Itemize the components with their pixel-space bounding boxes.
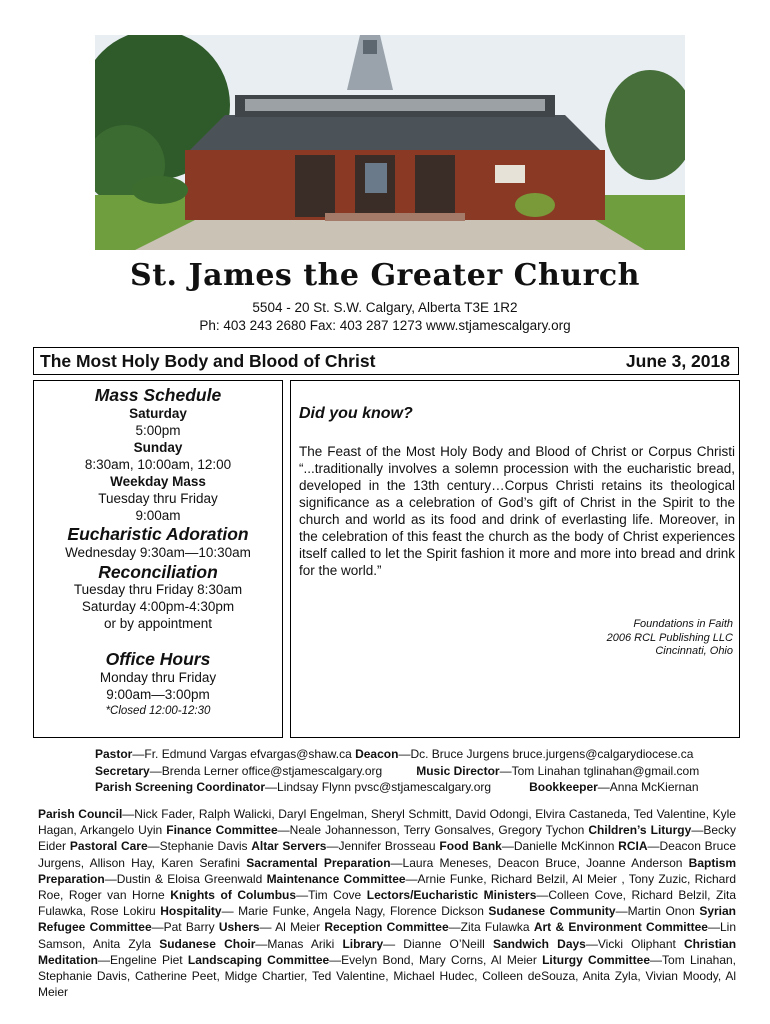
secretary-label: Secretary [95,764,150,778]
ministry-members: —Danielle McKinnon [501,839,619,854]
ministry-members: —Tim Cove [296,888,367,903]
staff-line-2 [95,764,699,778]
screening-label: Parish Screening Coordinator [95,780,266,794]
ministry-label: Liturgy Committee [542,952,651,967]
ministry-label: Sudanese Community [488,904,616,919]
saturday-time: 5:00pm [135,423,181,438]
deacon-value: —Dc. Bruce Jurgens bruce.jurgens@calgarydiocese.ca [398,747,694,761]
ministry-members: —Neale Johannesson, Terry Gonsalves, Gregory Tychon [277,823,589,838]
ministry-label: Landscaping Committee [187,952,330,967]
ministry-members: —Colleen Cove, Richard Belzil, Zita Fulawka, Rose Lokiru [38,888,737,919]
ministry-label: Children’s Liturgy [588,823,692,838]
ministry-members: —Zita Fulawka [448,920,534,935]
adoration-time: Wednesday 9:30am—10:30am [65,545,251,560]
ministry-label: RCIA [618,839,648,854]
ministry-members: —Becky Eider [38,823,736,854]
source-line-1: Foundations in Faith [633,618,733,630]
bulletin-date: June 3, 2018 [625,351,730,371]
ministry-label: Christian Meditation [38,936,737,967]
quote-source [607,618,733,659]
secretary-value: —Brenda Lerner office@stjamescalgary.org [149,764,383,778]
did-you-know-box [290,380,740,738]
weekday-time: 9:00am [135,508,181,523]
ministry-label: Art & Environment Committee [533,920,708,935]
schedule-box [33,380,283,738]
ministry-label: Ushers [218,920,260,935]
ministry-members: — Dianne O’Neill [383,936,493,951]
ministry-members: — Marie Funke, Angela Nagy, Florence Dickson [221,904,489,919]
ministry-members: —Tom Linahan, Stephanie Davis, Catherine Peet, Midge Chartier, Ted Valentine, Michael Hudec, Colleen deSouza, Anita Zyla, Vivian Moody, Al Meier [38,952,736,1000]
source-line-2: 2006 RCL Publishing LLC [606,631,733,644]
pastor-label: Pastor [95,747,133,761]
ministry-label: Finance Committee [166,823,278,838]
feast-title: The Most Holy Body and Blood of Christ [40,351,376,371]
screening-value: —Lindsay Flynn pvsc@stjamescalgary.org [265,780,492,794]
ministry-members: — Al Meier [259,920,325,935]
staff-line-1 [95,747,693,761]
weekday-days: Tuesday thru Friday [98,491,218,506]
ministry-label: Food Bank [439,839,502,854]
music-label: Music Director [416,764,500,778]
office-hours-heading: Office Hours [105,649,211,669]
ministry-members: —Lin Samson, Anita Zyla [38,920,736,951]
bookkeeper-value: —Anna McKiernan [597,780,699,794]
staff-line-3 [95,780,699,794]
church-name: St. James the Greater Church [130,258,640,293]
ministry-label: Reception Committee [324,920,449,935]
ministry-label: Hospitality [160,904,222,919]
ministry-members: —Martin Onon [615,904,700,919]
ministry-label: Library [342,936,384,951]
ministry-members: —Nick Fader, Ralph Walicki, Daryl Engelman, Sheryl Schmitt, David Odongi, Elvira Castaneda, Ted Valentine, Kyle Hagan, Arkangelo Uyin [38,807,736,838]
ministry-label: Parish Council [38,807,123,821]
church-photo [95,35,685,250]
ministry-members: —Evelyn Bond, Mary Corns, Al Meier [329,952,543,967]
bookkeeper-label: Bookkeeper [529,780,598,794]
ministry-label: Lectors/Eucharistic Ministers [366,888,537,903]
church-contact: Ph: 403 243 2680 Fax: 403 287 1273 www.stjamescalgary.org [199,318,571,333]
weekday-label: Weekday Mass [110,474,206,489]
ministry-members: —Engeline Piet [98,952,188,967]
ministry-members: —Pat Barry [151,920,219,935]
ministry-members: —Vicki Oliphant [585,936,685,951]
ministry-label: Syrian Refugee Committee [38,904,736,935]
ministry-label: Maintenance Committee [266,871,406,886]
ministry-members: —Laura Meneses, Deacon Bruce, Joanne Anderson [390,855,689,870]
reconciliation-line-3: or by appointment [103,616,213,631]
saturday-label: Saturday [129,406,187,421]
ministry-label: Sacramental Preparation [246,855,391,870]
ministry-label: Pastoral Care [69,839,148,854]
ministry-label: Knights of Columbus [170,888,297,903]
ministry-label: Altar Servers [251,839,327,854]
ministry-members: —Deacon Bruce Jurgens, Allison Hay, Karen Serafini [38,839,736,870]
did-you-know-text: The Feast of the Most Holy Body and Blood of Christ or Corpus Christi “...traditionally involves a solemn procession with the eucharistic bread, developed in the 13th century…Corpus Christi retains its theological significance as a celebration of God’s gift of Christ in the Spirit to the church and world as its food and drink of everlasting life. Moreover, in the celebration of this feast the church as the body of Christ experiences itself called to let the Spirit fashion it more and more into bread and drink for the world.” [299,444,735,578]
did-you-know-heading: Did you know? [299,405,413,422]
office-note: *Closed 12:00-12:30 [105,705,211,717]
ministry-members: —Arnie Funke, Richard Belzil, Al Meier , Tony Zuzic, Richard Roe, Roger van Horne [38,871,736,903]
office-time: 9:00am—3:00pm [106,687,210,702]
music-value: —Tom Linahan tglinahan@gmail.com [499,764,700,778]
ministry-label: Baptism Preparation [38,855,736,886]
ministry-label: Sandwich Days [492,936,586,951]
ministries-list [38,806,736,1000]
adoration-heading: Eucharistic Adoration [67,524,249,544]
title-bar [33,347,739,375]
reconciliation-heading: Reconciliation [98,562,218,582]
ministry-members: —Manas Ariki [255,936,343,951]
ministry-label: Sudanese Choir [159,936,256,951]
office-days: Monday thru Friday [99,670,217,685]
ministry-members: —Jennifer Brosseau [326,839,440,854]
sunday-label: Sunday [133,440,183,455]
reconciliation-line-1: Tuesday thru Friday 8:30am [73,582,243,597]
sunday-times: 8:30am, 10:00am, 12:00 [84,457,232,472]
source-line-3: Cincinnati, Ohio [655,645,733,657]
mass-schedule-heading: Mass Schedule [94,385,222,405]
pastor-value: —Fr. Edmund Vargas efvargas@shaw.ca [132,747,356,761]
ministry-members: —Stephanie Davis [147,839,252,854]
church-address: 5504 - 20 St. S.W. Calgary, Alberta T3E 1R2 [252,300,518,315]
ministry-members: —Dustin & Eloisa Greenwald [104,871,267,886]
deacon-label: Deacon [355,747,399,761]
reconciliation-line-2: Saturday 4:00pm-4:30pm [81,599,235,614]
